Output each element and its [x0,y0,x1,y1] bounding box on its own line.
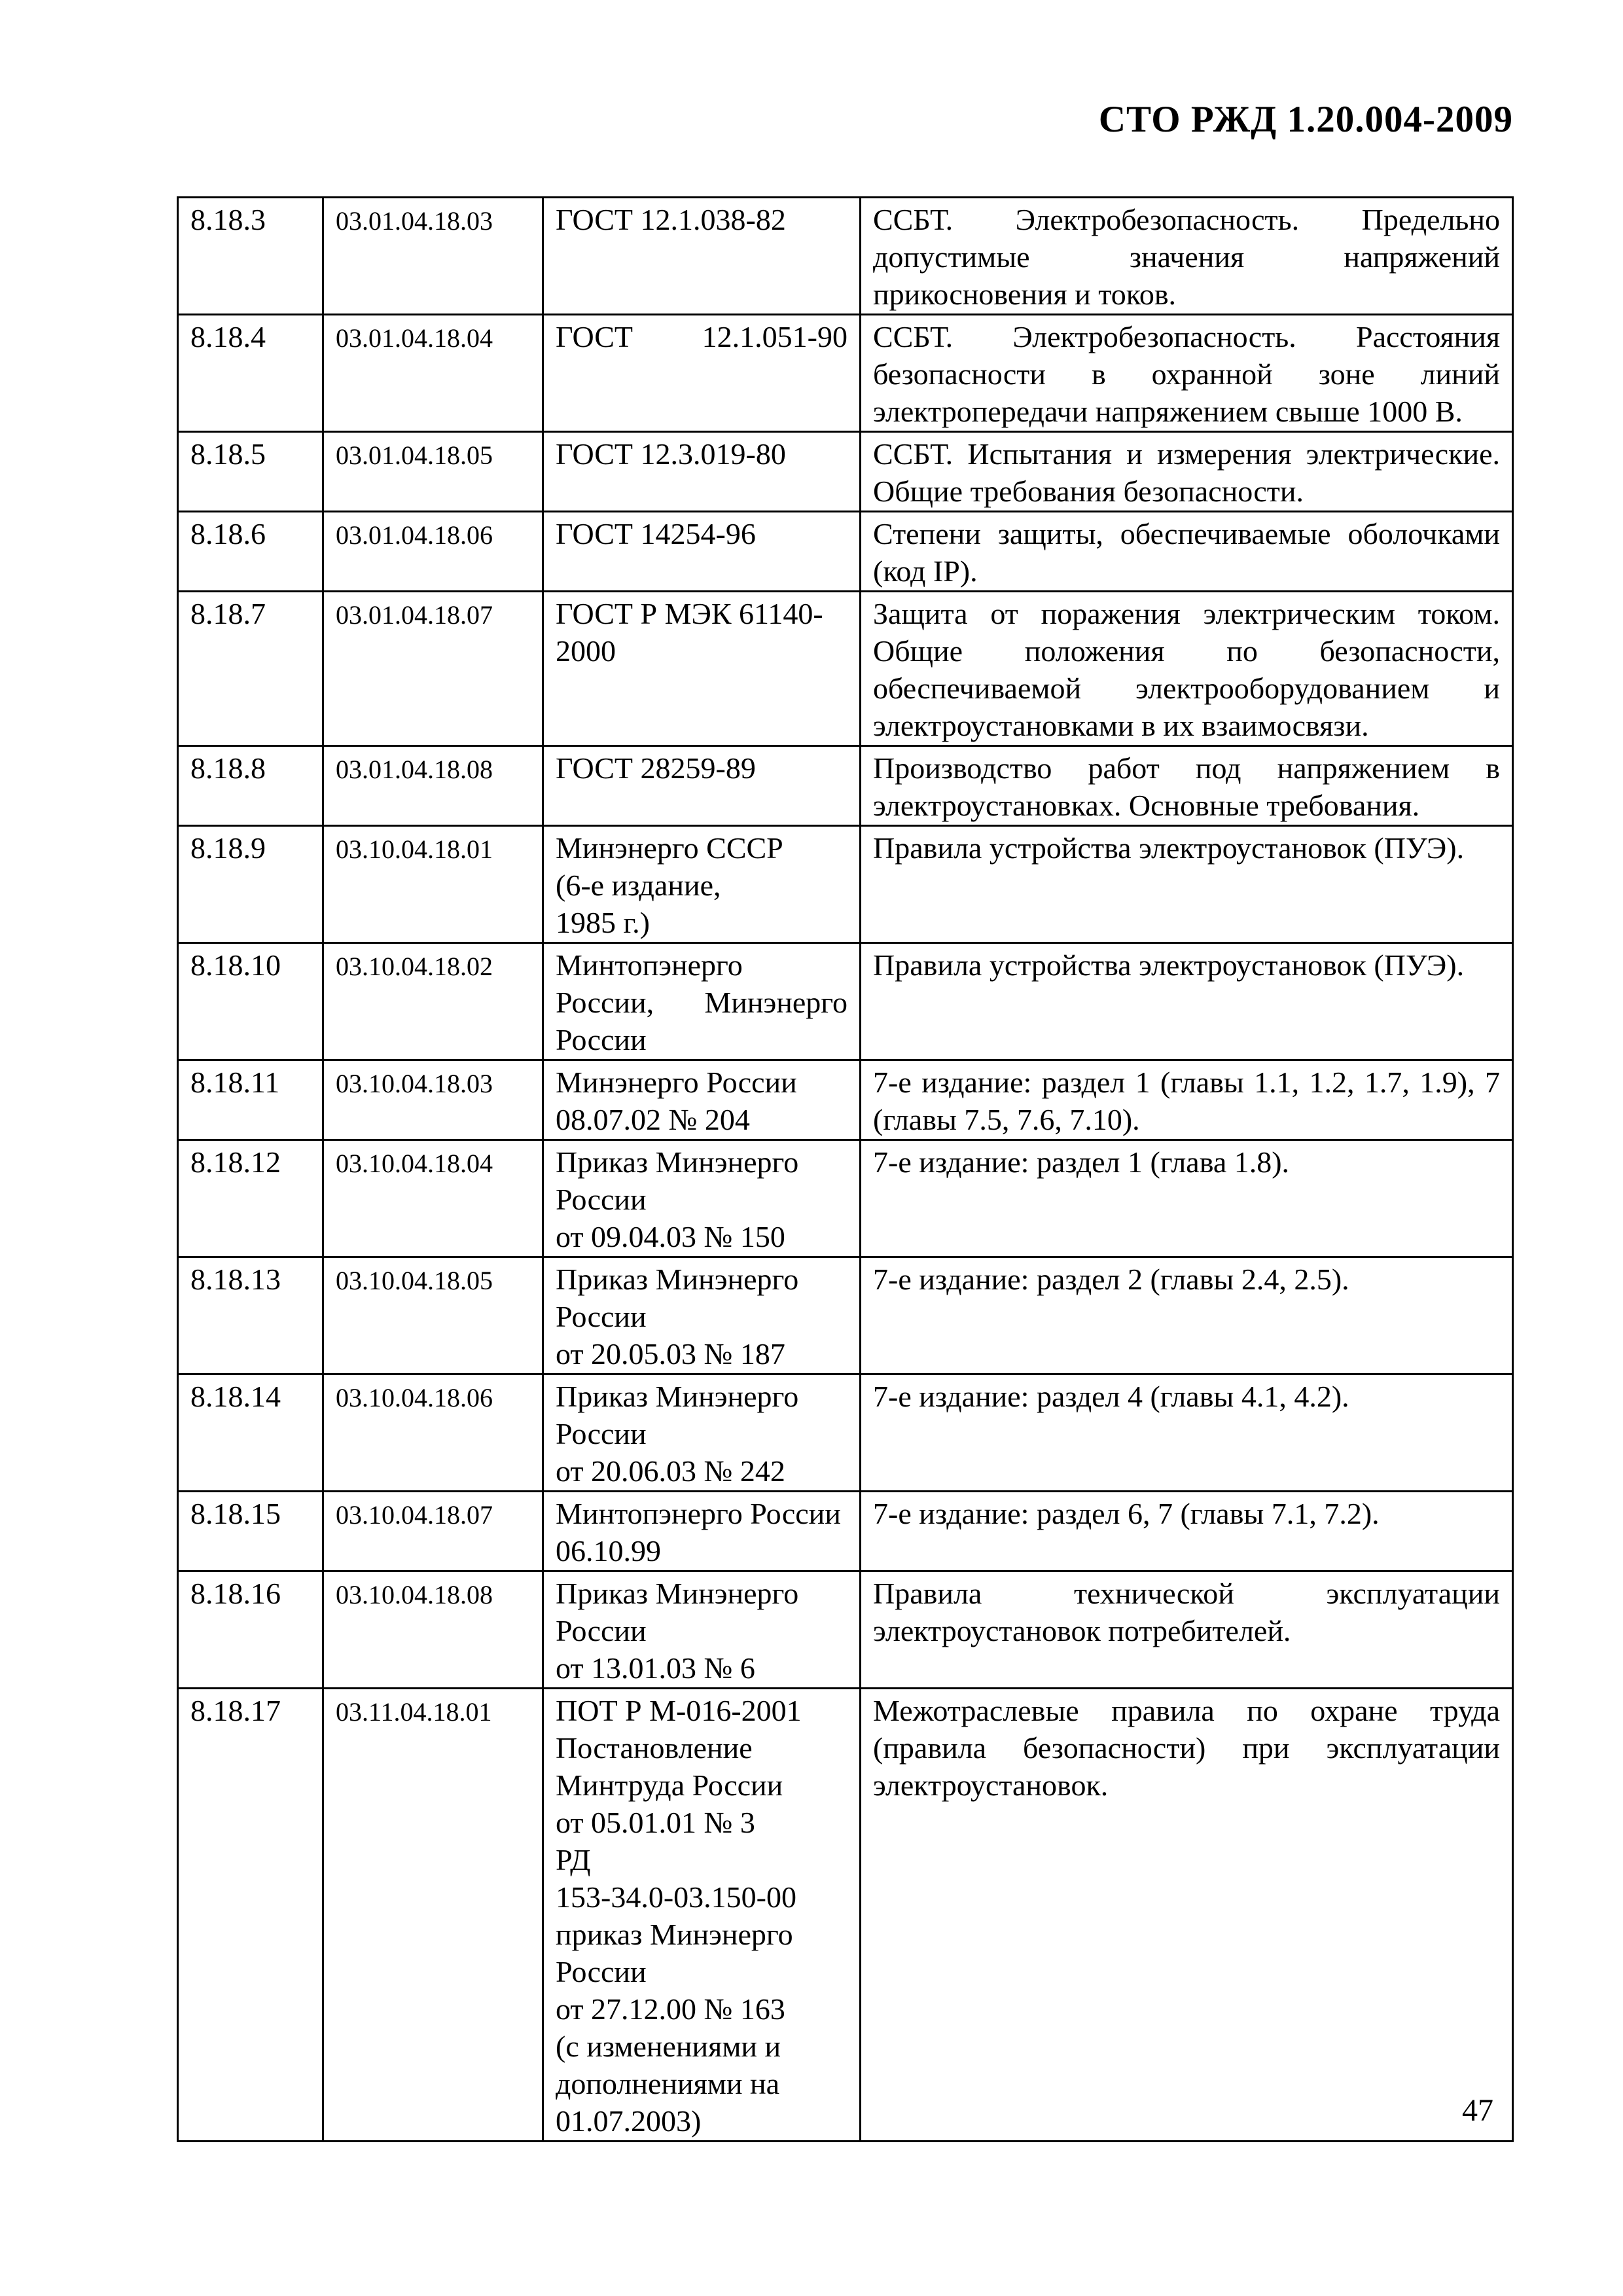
document-title-cell: 7-е издание: раздел 6, 7 (главы 7.1, 7.2). [861,1492,1513,1571]
table-row [178,1060,1513,1140]
row-number-cell: 8.18.17 [178,1689,323,2142]
classifier-code-cell: 03.10.04.18.07 [323,1492,543,1571]
table-row [178,943,1513,1060]
document-designation-cell: Минтопэнерго России 06.10.99 [543,1492,861,1571]
classifier-code-cell: 03.11.04.18.01 [323,1689,543,2142]
table-row [178,198,1513,315]
row-number-cell: 8.18.8 [178,746,323,826]
document-designation-cell: Минэнерго России 08.07.02 № 204 [543,1060,861,1140]
document-title-cell: ССБТ. Электробезопасность. Расстояния безопасности в охранной зоне линий электропередачи напряжением свыше 1000 В. [861,315,1513,432]
classifier-code-cell: 03.01.04.18.08 [323,746,543,826]
document-title-cell: Производство работ под напряжением в электроустановках. Основные требования. [861,746,1513,826]
row-number-cell: 8.18.12 [178,1140,323,1257]
row-number-cell: 8.18.16 [178,1571,323,1689]
row-number-cell: 8.18.9 [178,826,323,943]
table-row [178,1140,1513,1257]
row-number-cell: 8.18.13 [178,1257,323,1374]
table-row [178,432,1513,512]
document-title-cell: Степени защиты, обеспечиваемые оболочками (код IP). [861,512,1513,592]
table-row [178,1374,1513,1492]
table-row [178,1492,1513,1571]
row-number-cell: 8.18.5 [178,432,323,512]
classifier-code-cell: 03.10.04.18.03 [323,1060,543,1140]
classifier-code-cell: 03.01.04.18.04 [323,315,543,432]
standards-table-body [178,198,1513,2142]
row-number-cell: 8.18.7 [178,592,323,746]
document-designation-cell: Приказ Минэнерго России от 20.05.03 № 187 [543,1257,861,1374]
document-designation-cell: ГОСТ 28259-89 [543,746,861,826]
table-row [178,1689,1513,2142]
table-row [178,746,1513,826]
classifier-code-cell: 03.10.04.18.06 [323,1374,543,1492]
document-title-cell: Правила устройства электроустановок (ПУЭ). [861,943,1513,1060]
document-title-cell: Правила устройства электроустановок (ПУЭ). [861,826,1513,943]
table-row [178,826,1513,943]
document-title-cell: Защита от поражения электрическим током. Общие положения по безопасности, обеспечиваемой электрооборудованием и электроустановками в их взаимосвязи. [861,592,1513,746]
document-designation-cell: Приказ Минэнерго России от 20.06.03 № 242 [543,1374,861,1492]
classifier-code-cell: 03.01.04.18.07 [323,592,543,746]
table-row [178,592,1513,746]
table-row [178,1257,1513,1374]
document-designation-cell: Минтопэнерго России, Минэнерго России [543,943,861,1060]
document-title-cell: 7-е издание: раздел 4 (главы 4.1, 4.2). [861,1374,1513,1492]
row-number-cell: 8.18.3 [178,198,323,315]
document-designation-cell: Приказ Минэнерго России от 09.04.03 № 150 [543,1140,861,1257]
classifier-code-cell: 03.01.04.18.05 [323,432,543,512]
document-title-cell: ССБТ. Испытания и измерения электрические. Общие требования безопасности. [861,432,1513,512]
classifier-code-cell: 03.10.04.18.01 [323,826,543,943]
document-designation-cell: ГОСТ 14254-96 [543,512,861,592]
classifier-code-cell: 03.01.04.18.06 [323,512,543,592]
row-number-cell: 8.18.15 [178,1492,323,1571]
classifier-code-cell: 03.10.04.18.04 [323,1140,543,1257]
standards-table [177,196,1514,2142]
document-code-header: СТО РЖД 1.20.004-2009 [1098,99,1513,140]
page-number: 47 [1462,2093,1493,2128]
document-designation-cell: Приказ Минэнерго России от 13.01.03 № 6 [543,1571,861,1689]
document-designation-cell: ГОСТ Р МЭК 61140-2000 [543,592,861,746]
row-number-cell: 8.18.6 [178,512,323,592]
table-row [178,1571,1513,1689]
document-designation-cell: ГОСТ 12.1.038-82 [543,198,861,315]
classifier-code-cell: 03.01.04.18.03 [323,198,543,315]
classifier-code-cell: 03.10.04.18.08 [323,1571,543,1689]
document-title-cell: Межотраслевые правила по охране труда (правила безопасности) при эксплуатации электроустановок. [861,1689,1513,2142]
table-row [178,512,1513,592]
row-number-cell: 8.18.10 [178,943,323,1060]
row-number-cell: 8.18.14 [178,1374,323,1492]
row-number-cell: 8.18.11 [178,1060,323,1140]
document-designation-cell: ГОСТ 12.3.019-80 [543,432,861,512]
document-title-cell: 7-е издание: раздел 2 (главы 2.4, 2.5). [861,1257,1513,1374]
classifier-code-cell: 03.10.04.18.02 [323,943,543,1060]
document-designation-cell: ГОСТ 12.1.051-90 [543,315,861,432]
document-title-cell: 7-е издание: раздел 1 (глава 1.8). [861,1140,1513,1257]
table-row [178,315,1513,432]
document-title-cell: Правила технической эксплуатации электроустановок потребителей. [861,1571,1513,1689]
classifier-code-cell: 03.10.04.18.05 [323,1257,543,1374]
document-designation-cell: ПОТ Р М-016-2001 Постановление Минтруда России от 05.01.01 № 3 РД 153-34.0-03.150-00 приказ Минэнерго России от 27.12.00 № 163 (с изменениями и дополнениями на 01.07.2003) [543,1689,861,2142]
row-number-cell: 8.18.4 [178,315,323,432]
document-designation-cell: Минэнерго СССР (6-е издание, 1985 г.) [543,826,861,943]
document-title-cell: 7-е издание: раздел 1 (главы 1.1, 1.2, 1.7, 1.9), 7 (главы 7.5, 7.6, 7.10). [861,1060,1513,1140]
document-title-cell: ССБТ. Электробезопасность. Предельно допустимые значения напряжений прикосновения и токов. [861,198,1513,315]
